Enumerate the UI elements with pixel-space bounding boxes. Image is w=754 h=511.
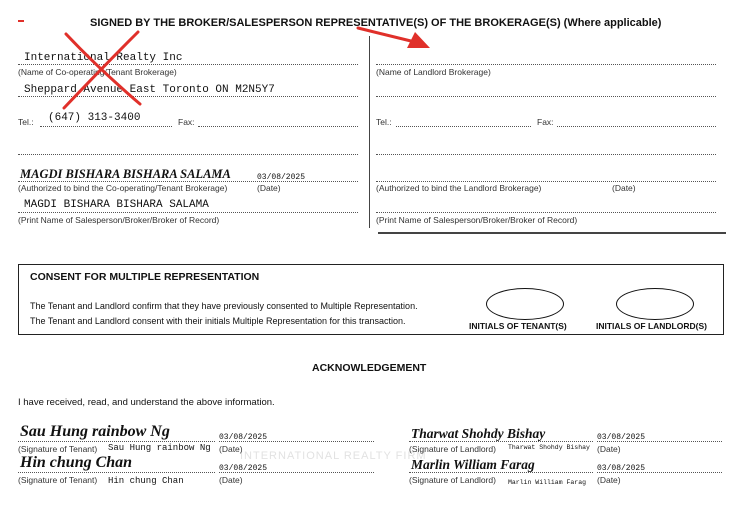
landlord-printed-1: Tharwat Shohdy Bishay [508, 444, 590, 451]
landlord-initials-field[interactable] [616, 288, 694, 320]
tenant-signature-2: Hin chung Chan [20, 454, 133, 471]
landlord-authorized-caption: (Authorized to bind the Landlord Brokerage) [376, 183, 542, 193]
tenant-caption-1: (Signature of Tenant) [18, 444, 98, 454]
tenant-fax-label: Fax: [178, 117, 195, 127]
landlord-date-2: 03/08/2025 [597, 464, 646, 473]
landlord-print-line [376, 212, 716, 213]
tenant-brokerage-name: International Realty Inc [24, 52, 183, 64]
tenant-tel-label: Tel.: [18, 117, 34, 127]
tenant-initials-label: INITIALS OF TENANT(S) [469, 321, 567, 331]
red-arrow [355, 24, 435, 54]
section-rule [378, 232, 726, 234]
tenant-tel-value: (647) 313-3400 [48, 112, 141, 124]
landlord-tel-label: Tel.: [376, 117, 392, 127]
tenant-signature-line-2 [18, 472, 215, 473]
tenant-date-label-1: (Date) [219, 444, 243, 454]
landlord-tel-line [396, 126, 531, 127]
tenant-tel-line [40, 126, 172, 127]
landlord-fax-label: Fax: [537, 117, 554, 127]
tenant-printed-1: Sau Hung rainbow Ng [108, 443, 211, 453]
landlord-date-label-1: (Date) [597, 444, 621, 454]
tenant-signature-1: Sau Hung rainbow Ng [20, 423, 170, 440]
landlord-fax-line [557, 126, 716, 127]
tenant-signature-line [18, 181, 358, 182]
tenant-brokerage-address: Sheppard Avenue East Toronto ON M2N5Y7 [24, 84, 275, 96]
landlord-date-label-2: (Date) [597, 475, 621, 485]
tenant-printed-2: Hin chung Chan [108, 476, 184, 486]
landlord-date-label: (Date) [612, 183, 636, 193]
acknowledgement-title: ACKNOWLEDGEMENT [312, 362, 427, 374]
tenant-date-line-1 [219, 441, 374, 442]
landlord-caption-1: (Signature of Landlord) [409, 444, 496, 454]
landlord-signature-line-2 [409, 472, 593, 473]
section-title: SIGNED BY THE BROKER/SALESPERSON REPRESENTATIVE(S) OF THE BROKERAGE(S) (Where applicable) [90, 17, 662, 29]
tenant-date-label-2: (Date) [219, 475, 243, 485]
tenant-signature-line-1 [18, 441, 215, 442]
tenant-print-caption: (Print Name of Salesperson/Broker/Broker of Record) [18, 215, 220, 225]
landlord-date-line-1 [597, 441, 722, 442]
landlord-address-line [376, 96, 716, 97]
landlord-caption-2: (Signature of Landlord) [409, 475, 496, 485]
landlord-printed-2: Marlin William Farag [508, 479, 587, 486]
landlord-signature-line-1 [409, 441, 593, 442]
tenant-print-name: MAGDI BISHARA BISHARA SALAMA [24, 199, 209, 211]
acknowledgement-statement: I have received, read, and understand the above information. [18, 397, 275, 408]
tenant-blank-line [18, 154, 358, 155]
column-divider [369, 36, 370, 228]
landlord-date-1: 03/08/2025 [597, 433, 646, 442]
landlord-blank-line [376, 154, 716, 155]
tenant-date-line-2 [219, 472, 374, 473]
tenant-date-2: 03/08/2025 [219, 464, 268, 473]
consent-line-1: The Tenant and Landlord confirm that they have previously consented to Multiple Representation. [30, 301, 418, 311]
tenant-authorized-caption: (Authorized to bind the Co-operating/Tenant Brokerage) [18, 183, 228, 193]
consent-line-2: The Tenant and Landlord consent with their initials Multiple Representation for this transaction. [30, 316, 406, 326]
tenant-initials-field[interactable] [486, 288, 564, 320]
tenant-caption-2: (Signature of Tenant) [18, 475, 98, 485]
landlord-initials-label: INITIALS OF LANDLORD(S) [596, 321, 707, 331]
tenant-date-label: (Date) [257, 183, 281, 193]
landlord-brokerage-line [376, 64, 716, 65]
red-x-mark [58, 28, 148, 112]
landlord-signature-2: Marlin William Farag [411, 457, 535, 472]
tenant-broker-signature: MAGDI BISHARA BISHARA SALAMA [20, 167, 231, 181]
red-mark [18, 20, 24, 22]
landlord-print-caption: (Print Name of Salesperson/Broker/Broker of Record) [376, 215, 578, 225]
landlord-brokerage-caption: (Name of Landlord Brokerage) [376, 67, 491, 77]
tenant-print-line [18, 212, 358, 213]
watermark-text: INTERNATIONAL REALTY FIRM [240, 450, 427, 462]
tenant-fax-line [198, 126, 358, 127]
tenant-date-1: 03/08/2025 [219, 433, 268, 442]
consent-title: CONSENT FOR MULTIPLE REPRESENTATION [30, 271, 260, 283]
landlord-signature-1: Tharwat Shohdy Bishay [411, 426, 546, 441]
landlord-date-line-2 [597, 472, 722, 473]
landlord-signature-line [376, 181, 716, 182]
tenant-sign-date: 03/08/2025 [257, 173, 306, 182]
tenant-brokerage-caption: (Name of Co-operating/Tenant Brokerage) [18, 67, 177, 77]
